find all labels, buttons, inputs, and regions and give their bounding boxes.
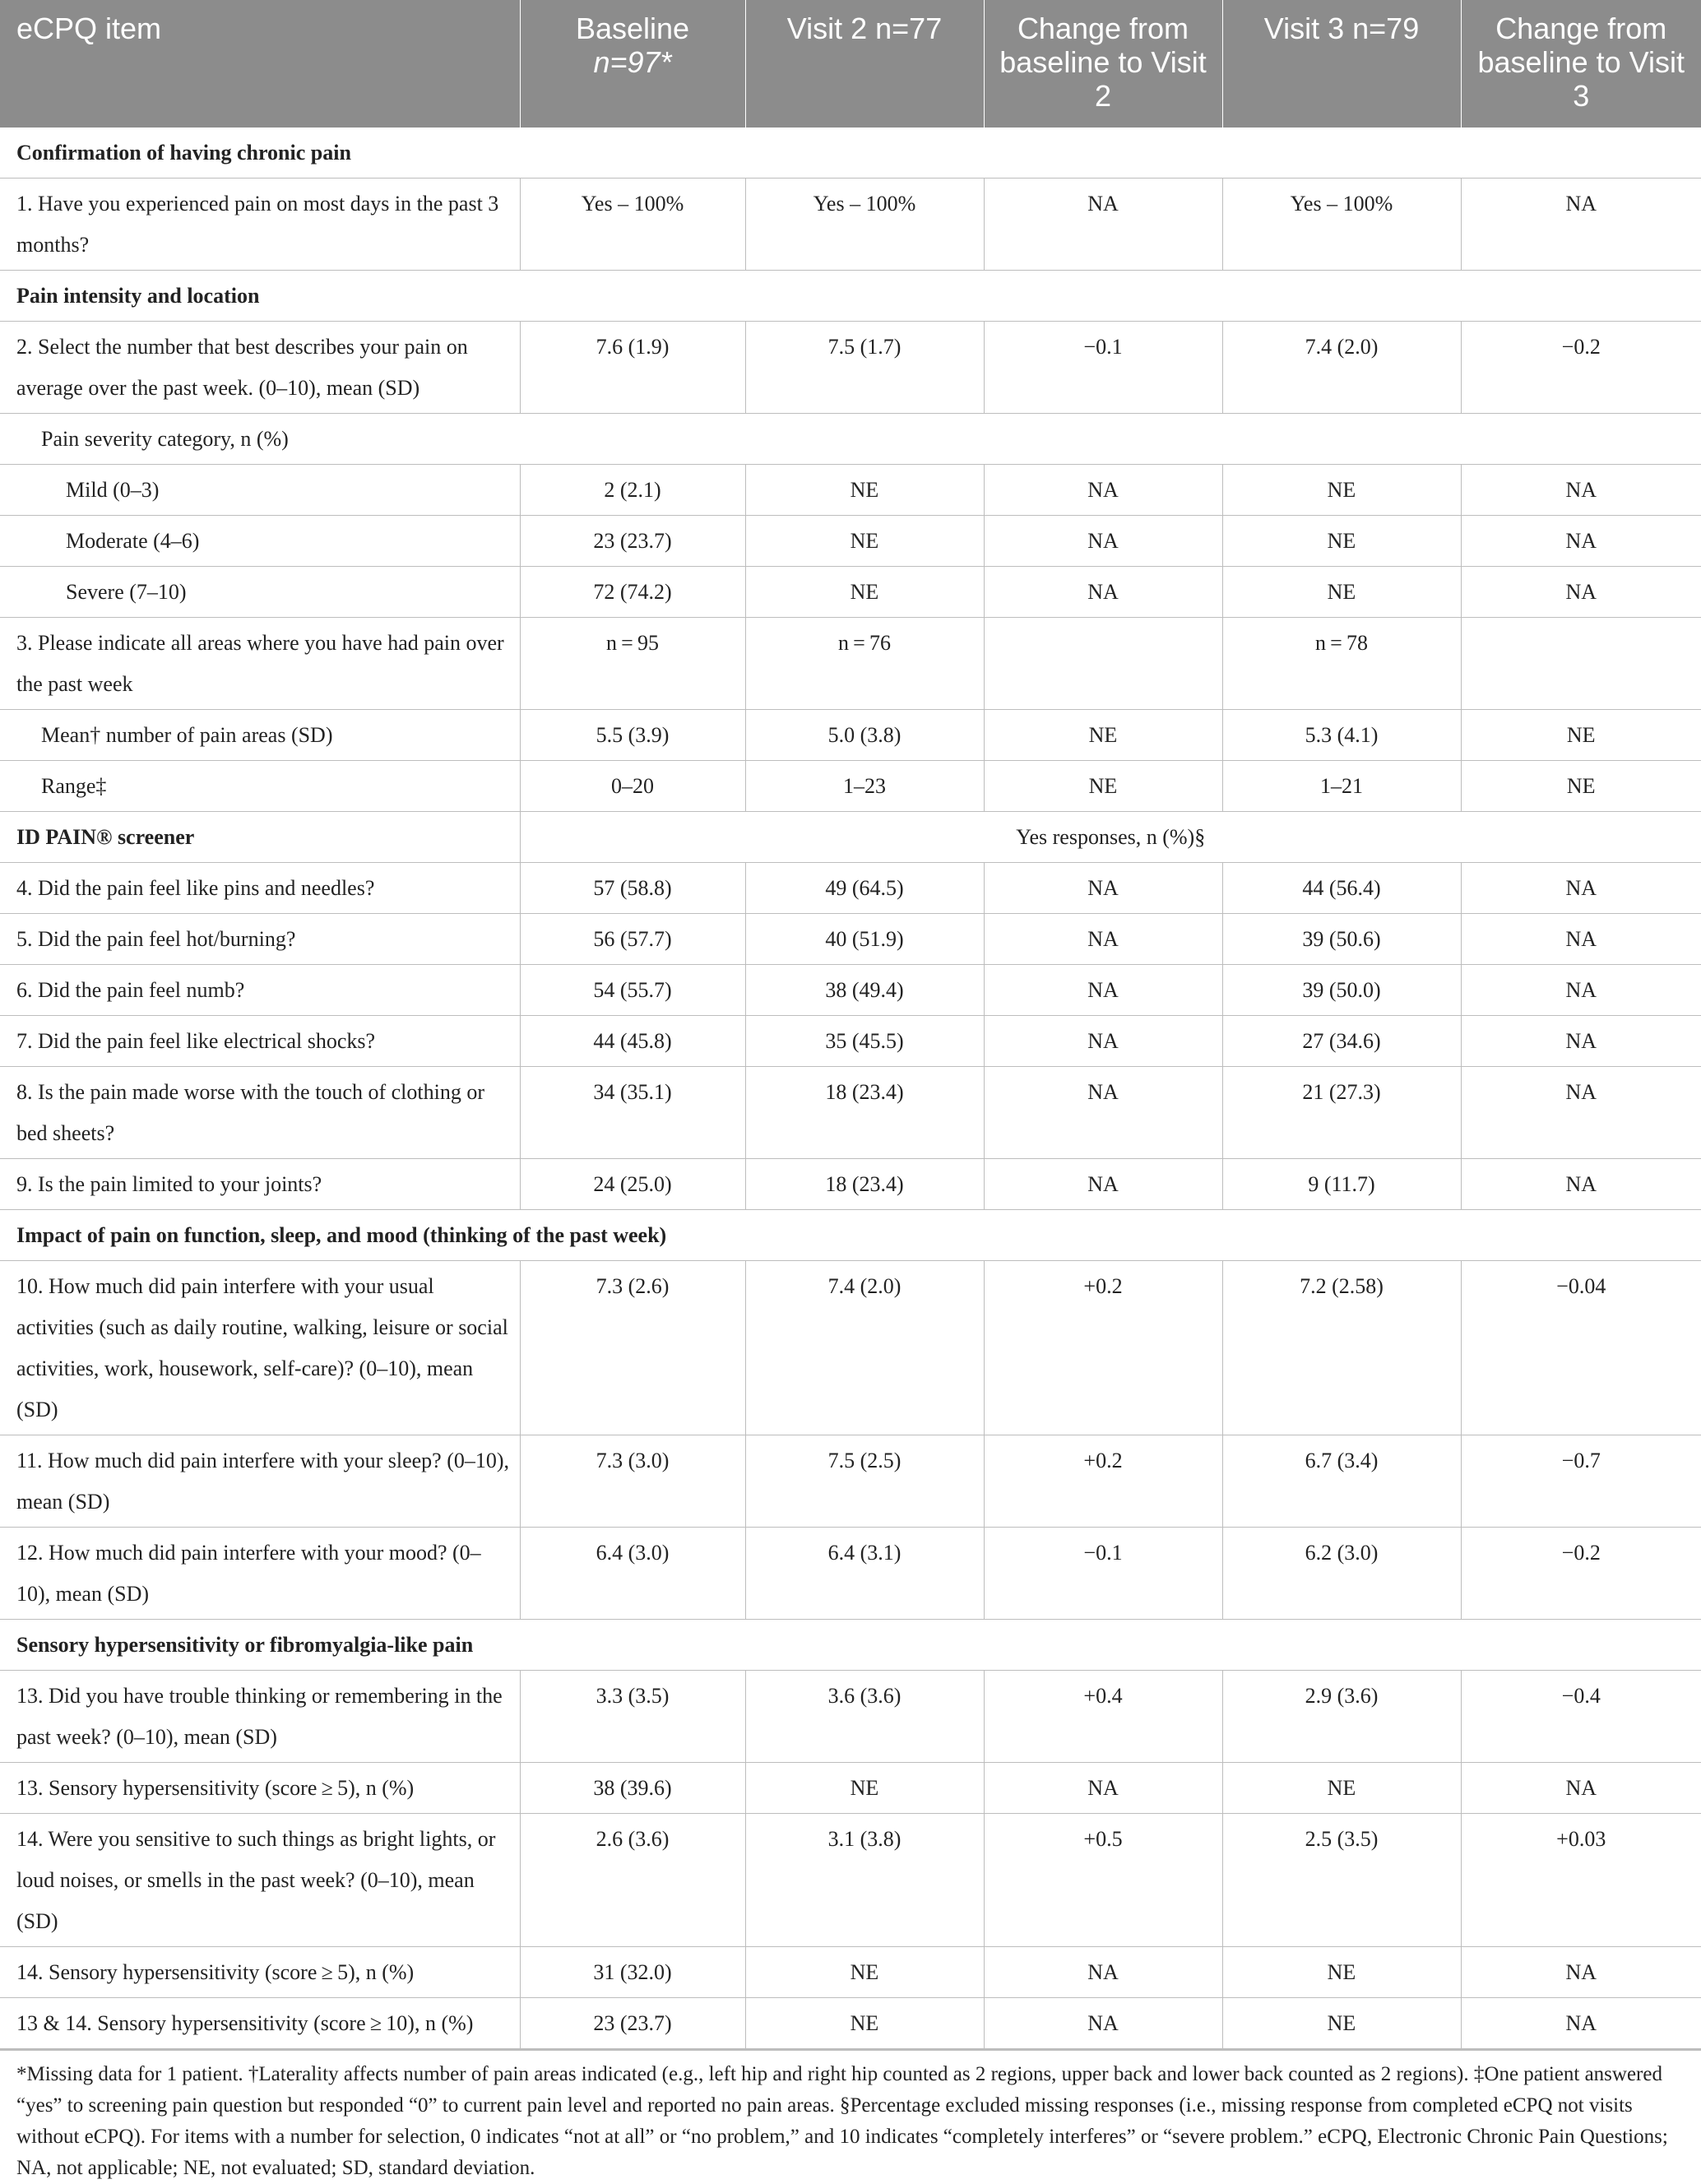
visit2-cell: NE bbox=[745, 567, 984, 618]
change2-cell: NA bbox=[984, 1998, 1222, 2049]
visit2-cell: 49 (64.5) bbox=[745, 863, 984, 914]
item-label: 14. Were you sensitive to such things as bright lights, or loud noises, or smells in the past week? (0–10), mean (SD) bbox=[0, 1814, 520, 1947]
baseline-cell: 2.6 (3.6) bbox=[520, 1814, 745, 1947]
visit3-cell: 21 (27.3) bbox=[1222, 1067, 1461, 1159]
change3-cell: NA bbox=[1461, 179, 1701, 271]
change2-cell bbox=[984, 618, 1222, 710]
visit3-cell: 27 (34.6) bbox=[1222, 1016, 1461, 1067]
change2-cell: −0.1 bbox=[984, 322, 1222, 414]
table-row bbox=[0, 465, 1701, 516]
change2-cell: NA bbox=[984, 1763, 1222, 1814]
change3-cell: NA bbox=[1461, 1947, 1701, 1998]
item-label: 13. Did you have trouble thinking or remembering in the past week? (0–10), mean (SD) bbox=[0, 1671, 520, 1763]
visit2-cell: 7.5 (1.7) bbox=[745, 322, 984, 414]
visit3-cell: 7.2 (2.58) bbox=[1222, 1261, 1461, 1435]
header-visit2: Visit 2 n=77 bbox=[745, 0, 984, 128]
visit2-cell: 6.4 (3.1) bbox=[745, 1528, 984, 1620]
change2-cell: +0.2 bbox=[984, 1435, 1222, 1528]
section-header-row bbox=[0, 1210, 1701, 1261]
visit3-cell: Yes – 100% bbox=[1222, 179, 1461, 271]
table-row bbox=[0, 863, 1701, 914]
table-row bbox=[0, 1763, 1701, 1814]
table-body bbox=[0, 128, 1701, 2049]
table-row bbox=[0, 618, 1701, 710]
change2-cell: NE bbox=[984, 710, 1222, 761]
change3-cell: +0.03 bbox=[1461, 1814, 1701, 1947]
baseline-cell: 57 (58.8) bbox=[520, 863, 745, 914]
visit3-cell: 6.2 (3.0) bbox=[1222, 1528, 1461, 1620]
spanning-note: Yes responses, n (%)§ bbox=[520, 812, 1701, 863]
table-row bbox=[0, 710, 1701, 761]
item-label: Severe (7–10) bbox=[0, 567, 520, 618]
table-row bbox=[0, 1814, 1701, 1947]
change2-cell: NA bbox=[984, 567, 1222, 618]
item-label: 14. Sensory hypersensitivity (score ≥ 5), n (%) bbox=[0, 1947, 520, 1998]
visit3-cell: 2.9 (3.6) bbox=[1222, 1671, 1461, 1763]
table-row bbox=[0, 1435, 1701, 1528]
table-row bbox=[0, 179, 1701, 271]
visit3-cell: 7.4 (2.0) bbox=[1222, 322, 1461, 414]
item-label: 9. Is the pain limited to your joints? bbox=[0, 1159, 520, 1210]
header-visit3: Visit 3 n=79 bbox=[1222, 0, 1461, 128]
item-label: 13. Sensory hypersensitivity (score ≥ 5), n (%) bbox=[0, 1763, 520, 1814]
change3-cell: NE bbox=[1461, 761, 1701, 812]
visit2-cell: n = 76 bbox=[745, 618, 984, 710]
baseline-cell: 6.4 (3.0) bbox=[520, 1528, 745, 1620]
baseline-cell: n = 95 bbox=[520, 618, 745, 710]
change2-cell: −0.1 bbox=[984, 1528, 1222, 1620]
change3-cell: NA bbox=[1461, 1067, 1701, 1159]
item-label: 6. Did the pain feel numb? bbox=[0, 965, 520, 1016]
table-row bbox=[0, 1528, 1701, 1620]
change2-cell: NA bbox=[984, 914, 1222, 965]
visit3-cell: 5.3 (4.1) bbox=[1222, 710, 1461, 761]
table-row bbox=[0, 1671, 1701, 1763]
table-row bbox=[0, 516, 1701, 567]
change3-cell: −0.2 bbox=[1461, 1528, 1701, 1620]
change3-cell: NA bbox=[1461, 465, 1701, 516]
table-row bbox=[0, 1159, 1701, 1210]
change2-cell: NA bbox=[984, 465, 1222, 516]
header-change3: Change from baseline to Visit 3 bbox=[1461, 0, 1701, 128]
change3-cell bbox=[1461, 618, 1701, 710]
change3-cell: NA bbox=[1461, 567, 1701, 618]
table-header-row bbox=[0, 0, 1701, 128]
section-header-row bbox=[0, 812, 1701, 863]
baseline-cell: 56 (57.7) bbox=[520, 914, 745, 965]
change3-cell: NA bbox=[1461, 1159, 1701, 1210]
section-title: ID PAIN® screener bbox=[0, 812, 520, 863]
item-label: 8. Is the pain made worse with the touch of clothing or bed sheets? bbox=[0, 1067, 520, 1159]
visit3-cell: NE bbox=[1222, 1763, 1461, 1814]
visit3-cell: 1–21 bbox=[1222, 761, 1461, 812]
change3-cell: NA bbox=[1461, 965, 1701, 1016]
baseline-cell: 5.5 (3.9) bbox=[520, 710, 745, 761]
table-footnote: *Missing data for 1 patient. †Laterality affects number of pain areas indicated (e.g., left hip and right hip counted as 2 regions, upper back and lower back counted as 2 regions). ‡One patient answered “yes” to screening pain question but responded “0” to current pain level and reported no pain areas. §Percentage excluded missing responses (i.e., missing response from completed eCPQ not visits without eCPQ). For items with a number for selection, 0 indicates “not at all” or “no problem,” and 10 indicates “completely interferes” or “severe problem.” eCPQ, Electronic Chronic Pain Questions; NA, not applicable; NE, not evaluated; SD, standard deviation. bbox=[0, 2049, 1701, 2184]
change3-cell: NA bbox=[1461, 1998, 1701, 2049]
section-header-row bbox=[0, 271, 1701, 322]
change3-cell: NA bbox=[1461, 863, 1701, 914]
visit2-cell: 1–23 bbox=[745, 761, 984, 812]
change3-cell: −0.4 bbox=[1461, 1671, 1701, 1763]
table-row bbox=[0, 1261, 1701, 1435]
baseline-cell: 72 (74.2) bbox=[520, 567, 745, 618]
visit2-cell: NE bbox=[745, 516, 984, 567]
visit2-cell: 7.4 (2.0) bbox=[745, 1261, 984, 1435]
change3-cell: −0.7 bbox=[1461, 1435, 1701, 1528]
section-header-row bbox=[0, 128, 1701, 179]
visit2-cell: 35 (45.5) bbox=[745, 1016, 984, 1067]
visit3-cell: NE bbox=[1222, 516, 1461, 567]
table-row bbox=[0, 322, 1701, 414]
visit3-cell: 9 (11.7) bbox=[1222, 1159, 1461, 1210]
baseline-cell: 54 (55.7) bbox=[520, 965, 745, 1016]
visit2-cell: NE bbox=[745, 1947, 984, 1998]
subheading-row bbox=[0, 414, 1701, 465]
change2-cell: NA bbox=[984, 516, 1222, 567]
item-label: 7. Did the pain feel like electrical shocks? bbox=[0, 1016, 520, 1067]
item-label: 2. Select the number that best describes your pain on average over the past week. (0–10), mean (SD) bbox=[0, 322, 520, 414]
change2-cell: NA bbox=[984, 863, 1222, 914]
baseline-cell: 23 (23.7) bbox=[520, 516, 745, 567]
visit2-cell: 3.6 (3.6) bbox=[745, 1671, 984, 1763]
change2-cell: NA bbox=[984, 1016, 1222, 1067]
visit3-cell: 6.7 (3.4) bbox=[1222, 1435, 1461, 1528]
visit2-cell: 38 (49.4) bbox=[745, 965, 984, 1016]
baseline-cell: 7.6 (1.9) bbox=[520, 322, 745, 414]
section-header-row bbox=[0, 1620, 1701, 1671]
change3-cell: −0.04 bbox=[1461, 1261, 1701, 1435]
item-label: 13 & 14. Sensory hypersensitivity (score ≥ 10), n (%) bbox=[0, 1998, 520, 2049]
baseline-cell: 24 (25.0) bbox=[520, 1159, 745, 1210]
change3-cell: NE bbox=[1461, 710, 1701, 761]
visit2-cell: NE bbox=[745, 465, 984, 516]
change2-cell: NA bbox=[984, 1067, 1222, 1159]
change3-cell: −0.2 bbox=[1461, 322, 1701, 414]
visit3-cell: NE bbox=[1222, 465, 1461, 516]
change2-cell: +0.5 bbox=[984, 1814, 1222, 1947]
baseline-cell: 7.3 (2.6) bbox=[520, 1261, 745, 1435]
item-label: 4. Did the pain feel like pins and needles? bbox=[0, 863, 520, 914]
table-row bbox=[0, 965, 1701, 1016]
header-baseline: Baseline n=97* bbox=[520, 0, 745, 128]
table-row bbox=[0, 1016, 1701, 1067]
table-row bbox=[0, 1947, 1701, 1998]
baseline-cell: 31 (32.0) bbox=[520, 1947, 745, 1998]
visit2-cell: 18 (23.4) bbox=[745, 1159, 984, 1210]
table-row bbox=[0, 914, 1701, 965]
change2-cell: NA bbox=[984, 965, 1222, 1016]
visit2-cell: NE bbox=[745, 1763, 984, 1814]
visit2-cell: Yes – 100% bbox=[745, 179, 984, 271]
change3-cell: NA bbox=[1461, 1016, 1701, 1067]
baseline-cell: 0–20 bbox=[520, 761, 745, 812]
section-title: Pain intensity and location bbox=[0, 271, 1701, 322]
item-label: 3. Please indicate all areas where you have had pain over the past week bbox=[0, 618, 520, 710]
change2-cell: NE bbox=[984, 761, 1222, 812]
visit3-cell: NE bbox=[1222, 1998, 1461, 2049]
visit2-cell: 40 (51.9) bbox=[745, 914, 984, 965]
change2-cell: +0.2 bbox=[984, 1261, 1222, 1435]
header-item: eCPQ item bbox=[0, 0, 520, 128]
visit3-cell: 39 (50.0) bbox=[1222, 965, 1461, 1016]
baseline-cell: Yes – 100% bbox=[520, 179, 745, 271]
visit3-cell: 44 (56.4) bbox=[1222, 863, 1461, 914]
change2-cell: NA bbox=[984, 1947, 1222, 1998]
visit2-cell: 18 (23.4) bbox=[745, 1067, 984, 1159]
section-title: Sensory hypersensitivity or fibromyalgia-like pain bbox=[0, 1620, 1701, 1671]
item-label: Mean† number of pain areas (SD) bbox=[0, 710, 520, 761]
item-label: Mild (0–3) bbox=[0, 465, 520, 516]
table-row bbox=[0, 567, 1701, 618]
visit2-cell: NE bbox=[745, 1998, 984, 2049]
subheading-label: Pain severity category, n (%) bbox=[0, 414, 1701, 465]
visit2-cell: 5.0 (3.8) bbox=[745, 710, 984, 761]
baseline-cell: 44 (45.8) bbox=[520, 1016, 745, 1067]
baseline-cell: 3.3 (3.5) bbox=[520, 1671, 745, 1763]
change3-cell: NA bbox=[1461, 516, 1701, 567]
table-row bbox=[0, 1067, 1701, 1159]
baseline-cell: 34 (35.1) bbox=[520, 1067, 745, 1159]
change2-cell: NA bbox=[984, 179, 1222, 271]
header-change2: Change from baseline to Visit 2 bbox=[984, 0, 1222, 128]
visit2-cell: 7.5 (2.5) bbox=[745, 1435, 984, 1528]
item-label: 11. How much did pain interfere with your sleep? (0–10), mean (SD) bbox=[0, 1435, 520, 1528]
visit2-cell: 3.1 (3.8) bbox=[745, 1814, 984, 1947]
item-label: Range‡ bbox=[0, 761, 520, 812]
baseline-cell: 38 (39.6) bbox=[520, 1763, 745, 1814]
section-title: Confirmation of having chronic pain bbox=[0, 128, 1701, 179]
baseline-cell: 23 (23.7) bbox=[520, 1998, 745, 2049]
change2-cell: NA bbox=[984, 1159, 1222, 1210]
item-label: 10. How much did pain interfere with your usual activities (such as daily routine, walking, leisure or social activities, work, housework, self-care)? (0–10), mean (SD) bbox=[0, 1261, 520, 1435]
item-label: 12. How much did pain interfere with your mood? (0–10), mean (SD) bbox=[0, 1528, 520, 1620]
table-row bbox=[0, 1998, 1701, 2049]
table-row bbox=[0, 761, 1701, 812]
item-label: Moderate (4–6) bbox=[0, 516, 520, 567]
item-label: 1. Have you experienced pain on most days in the past 3 months? bbox=[0, 179, 520, 271]
baseline-cell: 7.3 (3.0) bbox=[520, 1435, 745, 1528]
change3-cell: NA bbox=[1461, 1763, 1701, 1814]
visit3-cell: n = 78 bbox=[1222, 618, 1461, 710]
baseline-cell: 2 (2.1) bbox=[520, 465, 745, 516]
change3-cell: NA bbox=[1461, 914, 1701, 965]
visit3-cell: NE bbox=[1222, 1947, 1461, 1998]
visit3-cell: 39 (50.6) bbox=[1222, 914, 1461, 965]
section-title: Impact of pain on function, sleep, and mood (thinking of the past week) bbox=[0, 1210, 1701, 1261]
visit3-cell: NE bbox=[1222, 567, 1461, 618]
item-label: 5. Did the pain feel hot/burning? bbox=[0, 914, 520, 965]
visit3-cell: 2.5 (3.5) bbox=[1222, 1814, 1461, 1947]
change2-cell: +0.4 bbox=[984, 1671, 1222, 1763]
